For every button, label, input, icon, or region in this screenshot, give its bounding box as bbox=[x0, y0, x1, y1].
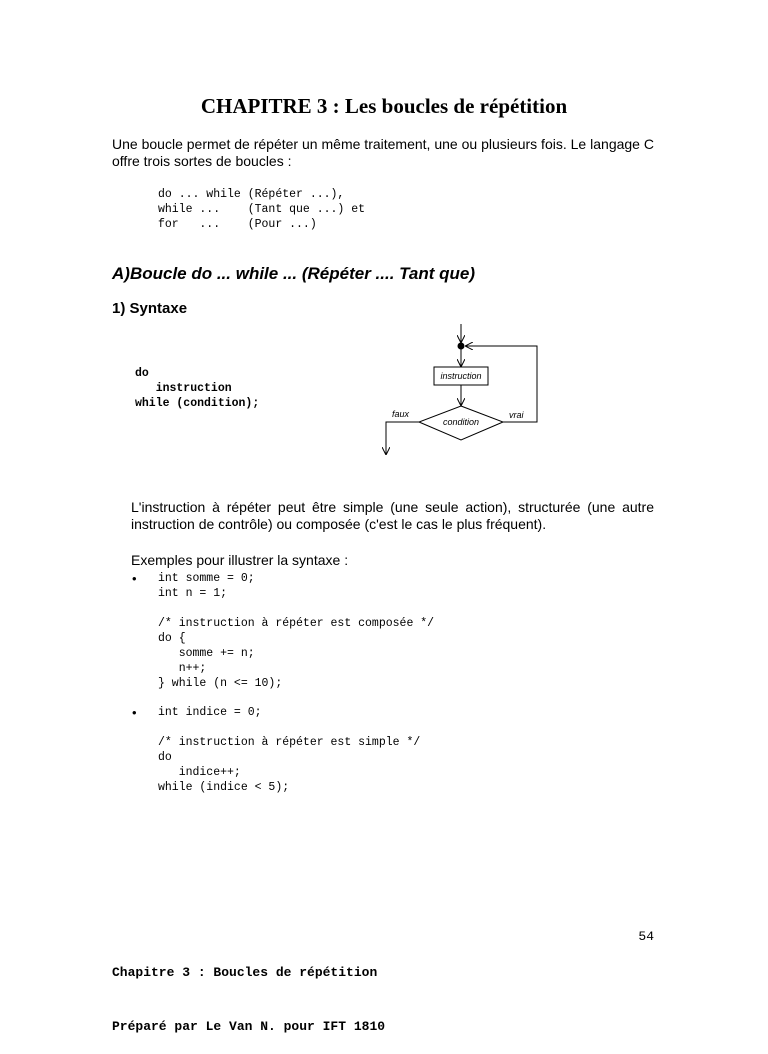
example-code-block bbox=[158, 571, 434, 691]
code-line: indice++; bbox=[158, 766, 241, 779]
do-while-flowchart bbox=[370, 320, 550, 460]
code-line: } while (n <= 10); bbox=[158, 677, 283, 690]
page-title: CHAPITRE 3 : Les boucles de répétition bbox=[200, 94, 568, 118]
false-branch-arrow bbox=[386, 422, 419, 454]
code-line: /* instruction à répéter est composée */ bbox=[158, 617, 435, 630]
intro-paragraph: Une boucle permet de répéter un même traitement, une ou plusieurs fois. Le langage C offre trois sortes de boucles : bbox=[112, 136, 654, 169]
code-line bbox=[158, 720, 420, 735]
code-line: /* instruction à répéter est simple */ bbox=[158, 736, 421, 749]
code-line: int somme = 0; bbox=[158, 572, 255, 585]
section-heading: A)Boucle do ... while ... (Répéter .... Tant que) bbox=[112, 264, 476, 283]
example-code-block bbox=[158, 705, 420, 795]
junction-dot bbox=[458, 343, 465, 350]
loop-kind-item: do ... while (Répéter ...), bbox=[158, 188, 345, 201]
instruction-label: instruction bbox=[440, 371, 482, 381]
syntax-line: instruction bbox=[135, 382, 232, 395]
loop-kinds-list bbox=[158, 187, 365, 232]
code-line: int indice = 0; bbox=[158, 706, 262, 719]
footer-chapter: Chapitre 3 : Boucles de répétition bbox=[112, 965, 378, 980]
code-line: int n = 1; bbox=[158, 587, 228, 600]
code-line: while (indice < 5); bbox=[158, 781, 290, 794]
code-line: n++; bbox=[158, 662, 207, 675]
condition-label: condition bbox=[442, 417, 480, 427]
page-number: 54 bbox=[638, 929, 654, 944]
footer-author: Préparé par Le Van N. pour IFT 1810 bbox=[112, 1019, 386, 1034]
footer bbox=[112, 928, 385, 1054]
syntax-code-block bbox=[135, 366, 259, 411]
code-line: somme += n; bbox=[158, 647, 255, 660]
subsection-heading: 1) Syntaxe bbox=[112, 300, 188, 317]
true-label: vrai bbox=[509, 410, 524, 420]
loop-kind-item: while ... (Tant que ...) et bbox=[158, 203, 366, 216]
code-line: do { bbox=[158, 632, 186, 645]
example-bullet: • bbox=[132, 705, 137, 720]
examples-intro: Exemples pour illustrer la syntaxe : bbox=[131, 552, 349, 568]
false-label: faux bbox=[392, 409, 410, 419]
syntax-line: do bbox=[135, 367, 149, 380]
loop-kind-item: for ... (Pour ...) bbox=[158, 218, 317, 231]
explanation-paragraph: L'instruction à répéter peut être simple (une seule action), structurée (une autre instruction de contrôle) ou composée (c'est le cas le plus fréquent). bbox=[131, 499, 654, 532]
example-bullet: • bbox=[132, 571, 137, 586]
code-line bbox=[158, 601, 434, 616]
code-line: do bbox=[158, 751, 172, 764]
syntax-line: while (condition); bbox=[135, 397, 260, 410]
